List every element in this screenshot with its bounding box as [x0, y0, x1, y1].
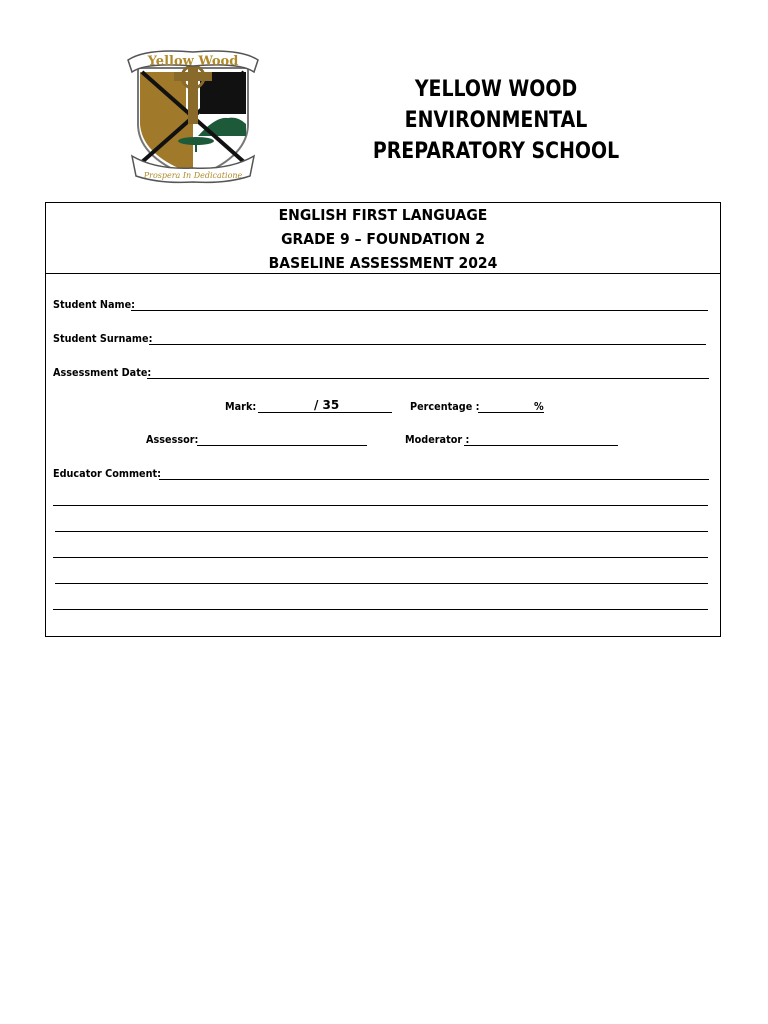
school-title	[324, 74, 668, 167]
student-surname-field[interactable]	[149, 344, 706, 345]
assessment-title: BASELINE ASSESSMENT 2024	[268, 254, 498, 272]
grade-title: GRADE 9 – FOUNDATION 2	[281, 230, 485, 248]
crest-banner-text: Yellow Wood	[147, 54, 239, 69]
comment-line[interactable]	[53, 505, 708, 506]
subject-title: ENGLISH FIRST LANGUAGE	[278, 206, 488, 224]
assessor-label: Assessor:	[146, 433, 199, 446]
educator-comment-field[interactable]	[159, 479, 709, 480]
student-name-field[interactable]	[131, 310, 708, 311]
school-name-line1: YELLOW WOOD ENVIRONMENTAL	[404, 77, 588, 133]
assessment-cover-box	[45, 202, 721, 637]
student-surname-label: Student Surname:	[53, 332, 153, 345]
assessment-date-label: Assessment Date:	[53, 366, 152, 379]
student-name-label: Student Name:	[53, 298, 136, 311]
educator-comment-label: Educator Comment:	[53, 467, 162, 480]
comment-line[interactable]	[53, 557, 708, 558]
percent-sign: %	[534, 400, 544, 413]
mark-total: / 35	[314, 398, 340, 412]
assessment-header	[46, 203, 720, 274]
mark-field[interactable]	[258, 412, 392, 413]
assessor-field[interactable]	[197, 445, 367, 446]
moderator-field[interactable]	[464, 445, 618, 446]
assessment-date-field[interactable]	[147, 378, 709, 379]
comment-line[interactable]	[55, 531, 708, 532]
crest-motto-text: Prospera In Dedicatione	[143, 171, 243, 180]
mark-label: Mark:	[225, 400, 257, 413]
school-name-line2: PREPARATORY SCHOOL	[372, 139, 620, 164]
comment-line[interactable]	[55, 583, 708, 584]
school-crest-logo	[126, 38, 260, 184]
percentage-label: Percentage :	[410, 400, 480, 413]
comment-line[interactable]	[53, 609, 708, 610]
moderator-label: Moderator :	[405, 433, 470, 446]
